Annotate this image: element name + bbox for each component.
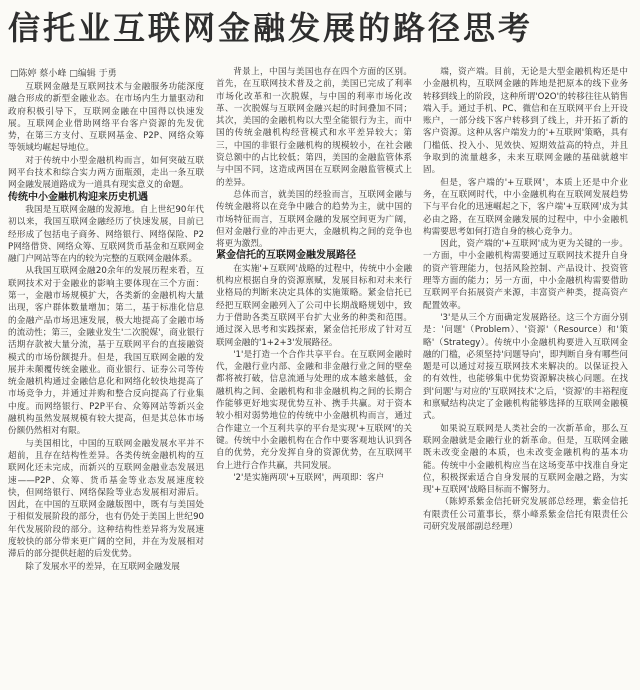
byline: □陈婷 蔡小峰 □编辑 于勇 bbox=[10, 69, 117, 79]
article-title: 信托业互联网金融发展的路径思考 bbox=[8, 9, 534, 47]
paragraph: 从我国互联网金融20余年的发展历程来看，互联网技术对于金融业的影响主要体现在三个方面：第一，金融市场规模扩大，各类新的金融机构大量出现，客户群体数量增加；第二，基于标准化信息的金融产品市场迅速发展，极大地提高了金融市场的流动性；第三，金融业发生'二次脱媒'，商业银行活期存款被大量分流，基于互联网平台的直接融资模式的市场份额提升。但是，我国互联网金融的发展并未颠覆传统金融业。商业银行、证券公司等传统金融机构通过金融信息化和网络化较快地提高了市场竞争力，并通过并购和整合反向提高了行业集中度。而网络银行、P2P平台、众筹网站等新兴金融机构虽然发展规模有较大提高，但是其总体市场份额仍然相对有限。 bbox=[8, 266, 204, 437]
column-2 bbox=[216, 66, 412, 672]
paragraph: 但是，客户端的'+互联网'，本质上还是中介业务，在互联网时代，中小金融机构在互联网发展趋势下与平台化的迅速崛起之下，客户端'+互联网'成为其必由之路，在互联网金融发展的过程中，中小金融机构需要思考如何打造自身的核心竞争力。 bbox=[423, 177, 628, 237]
paragraph: '1'是打造一个合作共享平台。在互联网金融时代，金融行业内部、金融和非金融行业之间的壁垒都将被打破，信息流通与处理的成本越来越低，金融机构之间、金融机构和非金融机构之间的长期合作能够更好地实现优势互补、携手共赢。对于资本较小相对弱势地位的传统中小金融机构而言，通过合作建立一个互利共享的平台是实现'+互联网'的关键。传统中小金融机构在合作中要客观地认识到各自的优势，充分发挥自身的资源优势，在互联网平台上进行合作共赢，共同发展。 bbox=[216, 349, 412, 471]
section-heading: 传统中小金融机构迎来历史机遇 bbox=[8, 191, 148, 203]
paragraph: '2'是实施两项'+互联网'，两项即：客户 bbox=[233, 472, 385, 483]
paragraph: 在实施'+互联网'战略的过程中，传统中小金融机构应根据自身的资源禀赋，发展目标和对未来行业格局的判断来决定具体的实施策略。紧金信托已经把互联网金融列入了公司中长期战略规划中，致力于借助各类互联网平台扩大业务的种类和范围。通过深入思考和实践探索，紧金信托形成了针对互联网金融的'1+2+3'发展路径。 bbox=[216, 263, 412, 348]
paragraph: 互联网金融是互联网技术与金融服务功能深度融合形成的新型金融业态。在市场内生力量驱动和政府积极引导下，互联网金融在中国得以快速发展。互联网企业借助网络平台客户资源的先发优势，在第三方支付、互联网基金、P2P、网络众筹等领域均崛起导地位。 bbox=[8, 82, 204, 154]
column-1 bbox=[8, 81, 204, 687]
paragraph: 如果说互联网是人类社会的一次新革命，那么互联网金融就是金融行业的新革命。但是，互联网金融既未改变金融的本质，也未改变金融机构的基本功能。传统中小金融机构应当在这场变革中找准自身定位，积极探索适合自身发展的互联网金融之路，为实现'+互联网'战略目标而不懈努力。 bbox=[423, 423, 628, 496]
paragraph: 总体而言，就美国的经验而言，互联网金融与传统金融将以在竞争中融合的趋势为主，就中国的市场特征而言，互联网金融的发展空间更为广阔，但对金融行业的冲击更大，金融机构之间的竞争也将更为激烈。 bbox=[216, 189, 412, 250]
author-note: （陈婷系紫金信托研究发展部总经理，紫金信托有限责任公司董事长，蔡小峰系紫金信托有限责任公司研究发展部副总经理） bbox=[423, 497, 628, 532]
paragraph: 与美国相比，中国的互联网金融发展水平并不超前，且存在结构性差异。各类传统金融机构的互联网化还未完成，而新兴的互联网金融业态发展迅速——P2P、众筹、货币基金等业态发展速度较快，但网络银行、网络保险等业态发展相对滞后。因此，在中国的互联网金融版图中，既有与美国处于相似发展阶段的部分，也有仍处于美国上世纪90年代发展阶段的部分。这种结构性差异将为发展速度较快的部分带来更广阔的空间，并在为发展相对滞后的部分提供赶超的后发优势。 bbox=[8, 438, 204, 560]
paragraph: '3'是从三个方面确定发展路径。这三个方面分别是：'问题'（Problem）、'资源'（Resource）和'策略'（Strategy）。传统中小金融机构要进入互联网金融的门槛，必须坚持'问题导向'，即判断自身有哪些问题是可以通过对接互联网技术来解决的。以保证投入的有效性，也能够集中优势资源解决核心问题。在找到'问题'与对应的'互联网技术'之后，'资源'的丰裕程度和禀赋结构决定了金融机构能够选择的互联网金融模式。 bbox=[423, 312, 628, 422]
paragraph: 对于传统中小型金融机构而言，如何突破互联网平台技术和综合实力两方面瓶颈，走出一条互联网金融发展道路成为一道具有现实意义的命题。 bbox=[8, 155, 204, 191]
paragraph: 因此，资产端的'+互联网'成为更为关键的一步。一方面，中小金融机构需要通过互联网技术提升自身的资产管理能力，包括风险控制、产品设计、投资管理等方面的能力；另一方面，中小金融机构需要借助互联网平台拓展资产来源，丰富资产种类，提高资产配置效率。 bbox=[423, 239, 628, 311]
paragraph: 背景上，中国与美国也存在四个方面的区别。首先，在互联网技术普及之前，美国已完成了利率市场化改革和一次脱媒，与中国的利率市场化改革、一次脱媒与互联网金融兴起的时间叠加不同；其次，美国的金融机构以大型全能银行为主，而中国的传统金融机构经营模式和水平差异较大；第三，中国的非银行金融机构的规模较小，在社会融资总额中的占比较低；第四，美国的金融监管体系与中国不同，这造成两国在互联网金融监管模式上的差异。 bbox=[216, 67, 412, 188]
paragraph: 我国是互联网金融的发源地。自上世纪90年代初以来，我国互联网金融经历了快速发展，目前已经形成了包括电子商务、网络银行、网络保险、P2P网络借贷、网络众筹、互联网货币基金和互联网金融门户网站等在内的较为完整的互联网金融体系。 bbox=[8, 204, 204, 265]
section-heading: 紧金信托的互联网金融发展路径 bbox=[216, 250, 356, 262]
paragraph: 除了发展水平的差异，在互联网金融发展 bbox=[25, 561, 180, 572]
paragraph: 端，资产端。目前，无论是大型金融机构还是中小金融机构，互联网金融的阵地是把原本的线下业务转移到线上的阶段，这种所谓'O2O'的转移往往从销售端入手。通过手机、PC、微信和在互联网平台上开设账户，一部分线下客户转移到了线上，并开拓了新的客户资源。这种从客户端发力的'+互联网'策略，具有门槛低、投入小、见效快、短期效益高的特点，并且争取到的流量越多，未来互联网金融的基础就越牢固。 bbox=[423, 67, 628, 176]
column-3 bbox=[423, 66, 628, 672]
